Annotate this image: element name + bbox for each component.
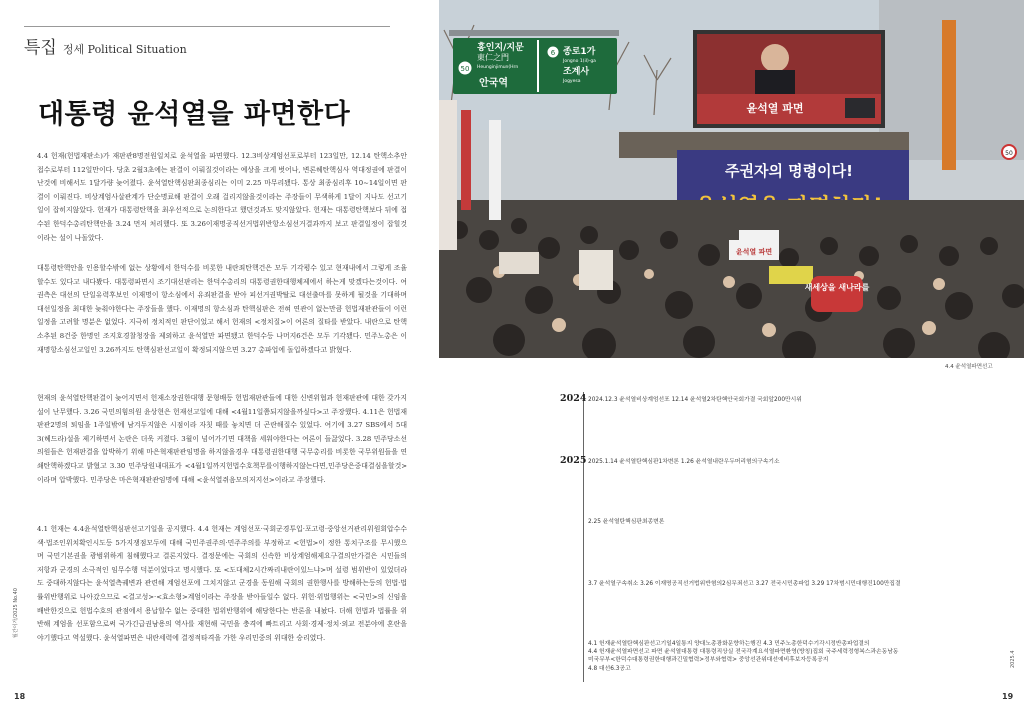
sign-text-3: Heunginjimun(Hrn [477, 65, 519, 70]
side-label-left: 월간이가/2025 No.40 [13, 588, 19, 638]
paragraph-4: 4.1 헌재는 4.4윤석열탄핵심판선고기일을 공지했다. 4.4 헌재는 계엄선포·국회군경투입·포고령·중앙선거관리위원회압수수색·법조인위치확인시도등 5가지쟁점모두에 대해 국민주권주의·민주주의를 부정하고 <헌법>이 정한 통치구조를 무시했으며 국민기본권을 광범위하게 침해했다고 결론지었다. 결정문에는 국회의 신속한 비상계엄해제요구결의안가결은 시민들의 저항과 군경의 소극적인 임무수행 덕분이었다고 명시했다. 또 <도대체2시간짜리내란이있느냐>며 설령 범위반이 있었더라도 중대하지않다는 윤석열측궤변과 관련해 계엄선포에 그치지않고 군경을 동원해 국회의 권한행사를 방해하는등의 헌법·법률위반행위로 나아갔으므로 <결고성>·<효소형>계엄이라는 주장을 받아들일수 없다. 위헌·위법행위는 <국민>의 신임을 배반한것으로 헌법수호의 관점에서 용납할수 없는 중대한 법위반행위에 해당한다는 반론을 내놨다. 더해 헌법과 법률을 위반해 계엄을 선포함으로써 국가긴급권남용의 역사를 재현해 국민을 충격에 빠트리고 사회·경제·정치·외교 전분야에 혼란을 야기했다고 역설했다. 윤석열파면은 내란세력에 결정적타격을 가한 우리민중의 위대한 승리였다. [37, 525, 407, 642]
route-number-1: 50 [460, 65, 470, 73]
sign-text-2: 東仁之門 [477, 53, 509, 62]
placard-text-2: 새세상을 새나라를 [804, 283, 870, 292]
sign-text-7: 조계사 [563, 67, 590, 77]
timeline-year-2025: 2025 [560, 455, 587, 466]
section-header [24, 33, 187, 58]
photo-caption: 4.4 윤석열파면선고 [945, 364, 993, 370]
section-title: 특집 [24, 38, 57, 58]
placard-red [811, 276, 863, 312]
page-number-left: 18 [14, 692, 26, 701]
sign-text-6: Jongno 1(il)-ga [563, 59, 596, 64]
paragraph-3: 현재의 윤석열탄핵판결이 늦어지면서 헌재소장권한대행 문형배등 헌법재판관들에 대한 신변위협과 헌재판관에 대한 갖가지 설이 난무했다. 3.26 국민의힘의원 윤상현은 헌재선고일에 대해 <4월11일쯤되지않을까싶다>고 주장했다. 4.11은 헌법재판관2명의 퇴임을 1주일밖에 남겨두지않은 시점이라 자칫 때를 놓치면 더 곤란해질수 있었다. 여기에 3.27 SBS에서 5대3(헤드라)설을 제기하면서 논란은 더욱 커졌다. 3월이 넘어가기면 대책을 세워야한다는 여론이 들끓었다. 3.28 민주당소선의원들은 헌재판결을 압박하기 위해 마은혁재판관임명을 하지않을경우 대통령권한대행 국무총리를 비롯한 국무위원들을 연쇄탄핵하겠다고 밝혔고 3.30 민주당원내대표가 <4월1일까지헌법수호책무를이행하지않는다면,민주당은중대결심을할것>이라며 압박했다. 민주당은 마은혁재판관임명에 대해 <윤석열쥐음모의저지선>이라고 주장했다. [37, 394, 407, 484]
speed-limit-sign: 50 [1005, 150, 1013, 157]
paragraph-1: 4.4 헌재(헌법재판소)가 재판관8명전원일치로 윤석열을 파면했다. 12.3비상계엄선포로부터 123일만, 12.14 탄핵소추안접수로부터 112일만이다. 당초 2월3초에는 판결이 이뤄질것이라는 예상을 크게 벗어나, 변론헤탄핵심사 역대정권에 판결이 난것에 비해서도 1달가량 늦어졌다. 윤석열탄핵심판최종심리는 이미 2.25 마무리됐다. 통상 최종심리후 10~14일이면 판결이 이뤄진다. 비상계엄사살관계가 단순명료해 판결이 오래 걸리지않을것이라는 주장들이 무색하게 1달이 지나도 선고기일이 잡히지않았다. 헌재가 대통령탄핵을 최우선적으로 논의한다고 했던것과도 맞지않았다. 헌재는 대통령탄핵보다 뒤에 접수된 한덕수총리탄핵안을 3.24 먼저 처리했다. 또 3.26이재명공직선거법위반항소심선거결과까지 보고 판결일정이 잡힐것이라는 설이 나돌았다. [37, 152, 407, 242]
top-rule [24, 26, 390, 27]
timeline-entry: 2.25 윤석열탄핵심판최종변론 [588, 519, 665, 525]
timeline-axis [583, 392, 584, 682]
screen-caption: 윤석열 파면 [746, 102, 804, 115]
timeline-entry: 4.1 헌재윤석열탄핵심판선고기일4일통지 양대노총광화문향하는행진 4.3 민주노총한덕수기각시정반총파업결의 [588, 641, 870, 647]
timeline-entry: 4.8 대선6.3공고 [588, 666, 631, 672]
paragraph-2: 대통령탄핵안을 인용할수밖에 없는 상황에서 한덕수를 비롯한 내란죄탄핵건은 모두 기각평수 있고 현재내에서 그렇게 조율할수도 있다고 내다봤다. 대통령파면시 조기대선판리는 한덕수총리의 대통령권한대행체제에서 하는게 맞겠다는것이다. 여권측은 대선의 단일유력후보인 이재명이 항소심에서 유죄판결을 받아 피선거권박탈로 대선출마를 못하게 될것을 기대하며 대선일정을 최대한 늦춰야한다는 주장들을 했다. 이재명의 항소심과 탄핵심판은 전혀 연관이 없는만큼 헌법재판관들이 이런 일정을 고려할 명분은 없었다. 지극히 정치적인 판단이었고 해서 헌재의 <정치질>이 여론의 질타를 받았다. 내란으로 탄핵소추된 8건중 한명인 조지호경찰청장을 제외하고 윤석열만 파면됐고 한덕수등 나머지6건은 모두 기각됐다. 민주노총은 이재명항소심선고일인 3.26까지도 탄핵심판선고일이 확정되지않으면 3.27 총파업에 돌입하겠다고 밝혔다. [37, 264, 407, 354]
sign-text-1: 홍인지/지문 [477, 43, 524, 53]
headline: 대통령 윤석열을 파면한다 [38, 99, 351, 130]
side-label-right: 2025.4 [1010, 650, 1016, 668]
banner-text-1: 주권자의 명령이다! [725, 162, 853, 180]
section-subtitle: 정세 Political Situation [62, 43, 187, 56]
placard-text-1: 윤석열 파면 [735, 248, 773, 256]
rally-photo [439, 0, 1024, 358]
timeline-year-2024: 2024 [560, 393, 587, 404]
timeline-entry: 3.7 윤석열구속취소 3.26 이재명공직선거법위반혐의2심무죄선고 3.27 전국시민총파업 3.29 17차범시민대행진100만집결 [588, 581, 901, 587]
page-number-right: 19 [1002, 692, 1014, 701]
timeline-entry: 2025.1.14 윤석열탄핵심판1차변론 1.26 윤석열내란우두머리혐의구속기소 [588, 459, 780, 465]
timeline-entry: 2024.12.3 윤석열비상계엄선포 12.14 윤석열2차탄핵안국회가결 국회앞200만시위 [588, 397, 802, 403]
timeline-entry: 4.4 헌재윤석열파면선고 파면 윤석열대통령 대통령직상실 전국각계요석열파면환영(방칭)집회 국주세력정형복스과손동남동 [588, 649, 899, 655]
timeline-entry: 미국무부<한덕수대통령권한대행과긴밀협력>정부와협력> 중앙선관위대선예비후보자등록공지 [588, 657, 829, 663]
sign-text-8: Jogyesa [563, 79, 581, 84]
sign-text-4: 안국역 [479, 78, 508, 89]
route-number-2: 6 [550, 49, 556, 57]
sign-text-5: 종로1가 [563, 47, 596, 57]
